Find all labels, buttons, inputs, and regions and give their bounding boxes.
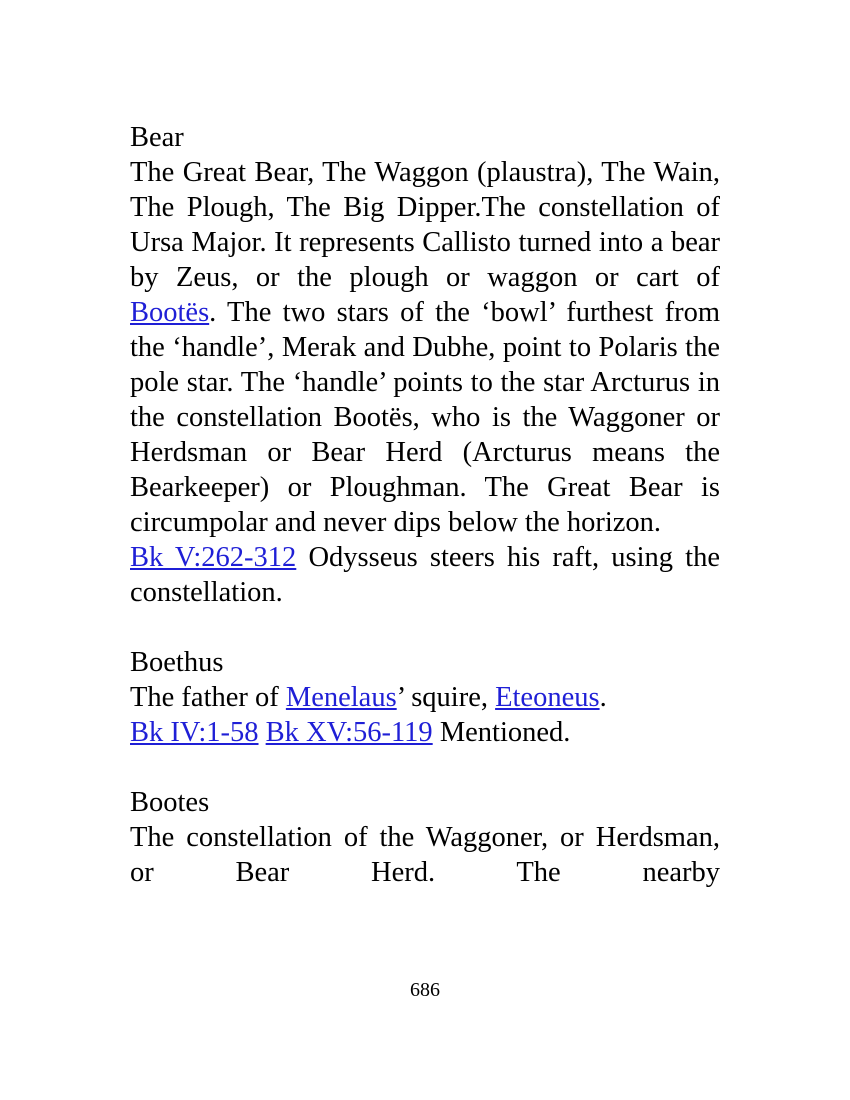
entry-body-bootes: The constellation of the Waggoner, or Herdsman, or Bear Herd. The nearby <box>130 822 720 888</box>
reference-text: Mentioned. <box>432 717 571 748</box>
entry-body-bear <box>130 155 720 540</box>
entry-text: ’ squire, <box>396 682 496 713</box>
entry-heading-bootes: Bootes <box>130 787 210 818</box>
entry-heading-boethus: Boethus <box>130 647 224 678</box>
link-bk-iv-1-58[interactable]: Bk IV:1-58 <box>130 717 259 748</box>
entry-text: . <box>599 682 607 713</box>
entry-text: The father of <box>130 682 286 713</box>
spacer <box>130 610 720 645</box>
reference-text: Odysseus steers his raft, using the constellation. <box>130 542 720 608</box>
entry-text: The Great Bear, The Waggon (plaustra), The Wain, The Plough, The Big Dipper.The constellation of Ursa Major. It represents Callisto turned into a bear by Zeus, or the plough or waggon or cart of <box>130 157 720 293</box>
entry-text: . The two stars of the ‘bowl’ furthest from the ‘handle’, Merak and Dubhe, point to Polaris the pole star. The ‘handle’ points to the star Arcturus in the constellation Bootës, who is the Waggoner or Herdsman or Bear Herd (Arcturus means the Bearkeeper) or Ploughman. The Great Bear is circumpolar and never dips below the horizon. <box>130 297 720 538</box>
page-body <box>130 120 720 890</box>
page-number: 686 <box>410 979 440 1001</box>
link-eteoneus[interactable]: Eteoneus <box>495 682 600 713</box>
link-menelaus[interactable]: Menelaus <box>285 682 397 713</box>
link-bk-xv-56-119[interactable]: Bk XV:56-119 <box>265 717 433 748</box>
entry-reference-boethus <box>130 715 720 750</box>
spacer <box>130 750 720 785</box>
entry-reference-bear <box>130 540 720 610</box>
entry-heading-bear: Bear <box>130 122 184 153</box>
link-bootes[interactable]: Bootës <box>130 297 210 328</box>
entry-body-boethus <box>130 680 720 715</box>
link-bk-v-262-312[interactable]: Bk V:262-312 <box>130 542 297 573</box>
